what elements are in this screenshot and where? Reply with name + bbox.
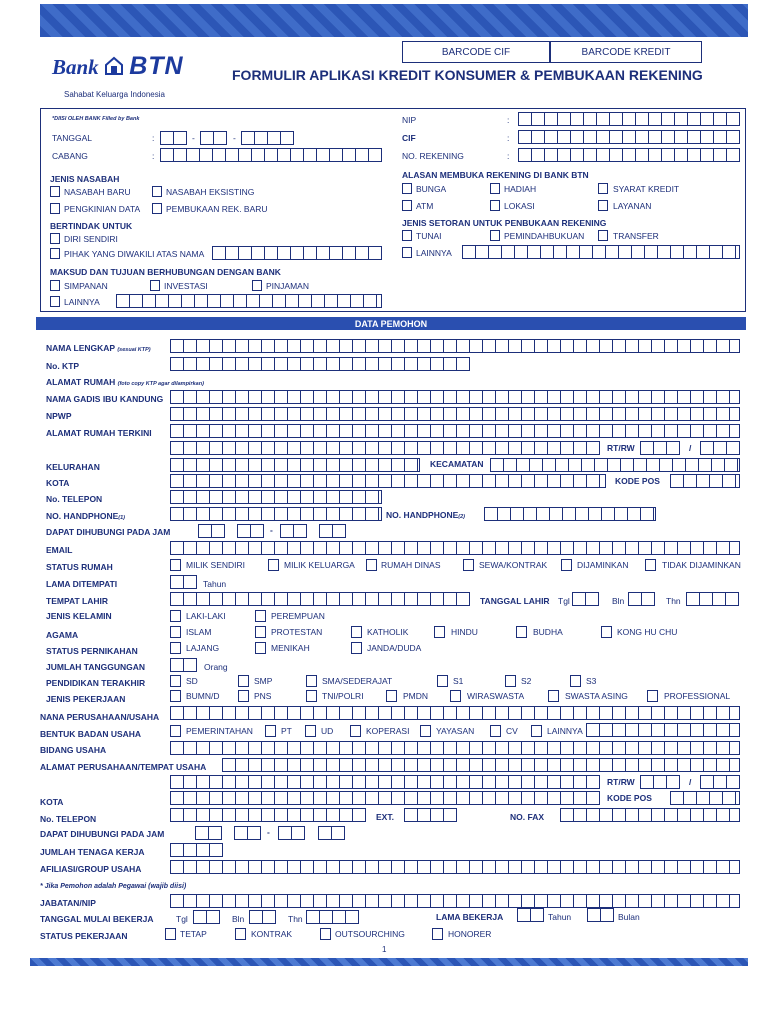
ud-checkbox[interactable] — [305, 725, 316, 737]
ktp-label: No. KTP — [46, 361, 80, 371]
nama-lengkap-label: NAMA LENGKAP (sesuai KTP) — [46, 343, 151, 353]
perusahaan-label: NANA PERUSAHAAN/USAHA — [40, 712, 160, 722]
pmdn-label: PMDN — [403, 691, 429, 701]
tetap-label: TETAP — [180, 929, 207, 939]
hp2-sub: (2) — [458, 514, 465, 520]
hindu-checkbox[interactable] — [434, 626, 445, 638]
pmdn-checkbox[interactable] — [386, 690, 397, 702]
orang-unit: Orang — [204, 662, 228, 672]
dash: - — [192, 133, 195, 143]
npwp-label: NPWP — [46, 411, 72, 421]
konghucu-label: KONG HU CHU — [617, 627, 678, 637]
hindu-label: HINDU — [451, 627, 478, 637]
cv-label: CV — [506, 726, 518, 736]
setoran-title: JENIS SETORAN UNTUK PENBUKAAN REKENING — [402, 218, 607, 228]
pt-label: PT — [281, 726, 292, 736]
sma-label: SMA/SEDERAJAT — [322, 676, 393, 686]
status-rumah-label: STATUS RUMAH — [46, 562, 113, 572]
protestan-checkbox[interactable] — [255, 626, 266, 638]
s1-checkbox[interactable] — [437, 675, 448, 687]
telepon-perusahaan-label: No. TELEPON — [40, 814, 97, 824]
badan-usaha-label: BENTUK BADAN USAHA — [40, 729, 142, 739]
badan-lainnya-checkbox[interactable] — [531, 725, 542, 737]
tahun-unit: Tahun — [203, 579, 227, 589]
pemindahbukuan-checkbox[interactable] — [490, 230, 500, 241]
agama-label: AGAMA — [46, 630, 79, 640]
slash: / — [689, 777, 692, 787]
ud-label: UD — [321, 726, 334, 736]
pembukaan-checkbox[interactable] — [152, 203, 162, 214]
nasabah-baru-label: NASABAH BARU — [64, 187, 131, 197]
jenis-kelamin-label: JENIS KELAMIN — [46, 611, 112, 621]
pemerintahan-label: PEMERINTAHAN — [186, 726, 253, 736]
kota-label: KOTA — [46, 478, 70, 488]
alamat-rumah-label: ALAMAT RUMAH (foto copy KTP agar dilampirkan) — [46, 377, 204, 387]
bumn-label: BUMN/D — [186, 691, 220, 701]
tidak-dijaminkan-label: TIDAK DIJAMINKAN — [662, 560, 741, 570]
investasi-label: INVESTASI — [164, 281, 208, 291]
ext-boxes[interactable] — [404, 808, 457, 822]
rt-boxes[interactable] — [640, 441, 680, 455]
sd-checkbox[interactable] — [170, 675, 181, 687]
alamat-terkini-label: ALAMAT RUMAH TERKINI — [46, 428, 152, 438]
pemerintahan-checkbox[interactable] — [170, 725, 181, 737]
maksud-lainnya-boxes[interactable] — [116, 294, 382, 308]
konghucu-checkbox[interactable] — [601, 626, 612, 638]
bln-unit: Bln — [612, 596, 625, 606]
kota-perusahaan-boxes[interactable] — [170, 791, 600, 805]
lama-ditempati-boxes[interactable] — [170, 575, 197, 589]
no-rekening-label: NO. REKENING — [402, 151, 464, 161]
filled-by-bank-note: *DIISI OLEH BANK Filled by Bank — [52, 116, 140, 122]
thn-unit: Thn — [288, 914, 303, 924]
tgl-lahir-boxes[interactable] — [572, 592, 599, 606]
janda-label: JANDA/DUDA — [367, 643, 422, 653]
thn-unit: Thn — [666, 596, 681, 606]
kontrak-label: KONTRAK — [251, 929, 293, 939]
outsourcing-checkbox[interactable] — [320, 928, 331, 940]
bank-name: Bank — [52, 55, 99, 79]
tni-checkbox[interactable] — [306, 690, 317, 702]
islam-label: ISLAM — [186, 627, 212, 637]
milik-sendiri-label: MILIK SENDIRI — [186, 560, 246, 570]
smp-label: SMP — [254, 676, 273, 686]
tanggal-month-boxes[interactable] — [200, 131, 227, 145]
wiraswasta-label: WIRASWASTA — [467, 691, 525, 701]
dijaminkan-label: DIJAMINKAN — [577, 560, 629, 570]
setoran-lainnya-checkbox[interactable] — [402, 247, 412, 258]
menit-selesai-perusahaan-boxes[interactable] — [318, 826, 345, 840]
kota-perusahaan-label: KOTA — [40, 797, 64, 807]
diri-sendiri-label: DIRI SENDIRI — [64, 234, 118, 244]
menikah-checkbox[interactable] — [255, 642, 266, 654]
laki-checkbox[interactable] — [170, 610, 181, 622]
tenaga-kerja-label: JUMLAH TENAGA KERJA — [40, 847, 145, 857]
sma-checkbox[interactable] — [306, 675, 317, 687]
colon: : — [507, 115, 510, 125]
tidak-dijaminkan-checkbox[interactable] — [645, 559, 656, 571]
budha-label: BUDHA — [533, 627, 563, 637]
swasta-asing-checkbox[interactable] — [548, 690, 559, 702]
tanggungan-boxes[interactable] — [170, 658, 197, 672]
colon: : — [507, 133, 510, 143]
menit-mulai-boxes[interactable] — [237, 524, 264, 538]
pt-checkbox[interactable] — [265, 725, 276, 737]
bank-brand: BTN — [129, 52, 184, 80]
transfer-label: TRANSFER — [613, 231, 659, 241]
nama-ibu-boxes[interactable] — [170, 390, 740, 404]
dash: - — [267, 827, 270, 837]
colon: : — [507, 151, 510, 161]
tunai-checkbox[interactable] — [402, 230, 412, 241]
pinjaman-checkbox[interactable] — [252, 280, 262, 291]
swasta-asing-label: SWASTA ASING — [565, 691, 628, 701]
dash: - — [270, 525, 273, 535]
maksud-title: MAKSUD DAN TUJUAN BERHUBUNGAN DENGAN BANK — [50, 267, 281, 277]
slash: / — [689, 443, 692, 453]
pihak-checkbox[interactable] — [50, 248, 60, 259]
bulan-unit: Bulan — [618, 912, 640, 922]
pemindahbukuan-label: PEMINDAHBUKUAN — [504, 231, 585, 241]
syarat-kredit-checkbox[interactable] — [598, 183, 608, 194]
professional-label: PROFESSIONAL — [664, 691, 731, 701]
layanan-label: LAYANAN — [613, 201, 652, 211]
janda-checkbox[interactable] — [351, 642, 362, 654]
rw-perusahaan-boxes[interactable] — [700, 775, 740, 789]
email-boxes[interactable] — [170, 541, 740, 555]
dash: - — [233, 133, 236, 143]
tanggal-day-boxes[interactable] — [160, 131, 187, 145]
kontrak-checkbox[interactable] — [235, 928, 246, 940]
hp1-sub: (1) — [118, 515, 125, 521]
pns-checkbox[interactable] — [238, 690, 249, 702]
smp-checkbox[interactable] — [238, 675, 249, 687]
hp2-boxes[interactable] — [484, 507, 656, 521]
nama-lengkap-boxes[interactable] — [170, 339, 740, 353]
lajang-checkbox[interactable] — [170, 642, 181, 654]
menit-mulai-perusahaan-boxes[interactable] — [234, 826, 261, 840]
bottom-decorative-band — [30, 958, 748, 966]
tgl-unit: Tgl — [558, 596, 570, 606]
npwp-boxes[interactable] — [170, 407, 740, 421]
dihubungi-label: DAPAT DIHUBUNGI PADA JAM — [46, 527, 171, 537]
kota-boxes[interactable] — [170, 474, 606, 488]
ktp-boxes[interactable] — [170, 357, 470, 371]
koperasi-label: KOPERASI — [366, 726, 410, 736]
yayasan-label: YAYASAN — [436, 726, 475, 736]
badan-lainnya-label: LAINNYA — [547, 726, 583, 736]
perusahaan-boxes[interactable] — [170, 706, 740, 720]
pembukaan-label: PEMBUKAAN REK. BARU — [166, 204, 268, 214]
rtrw-label: RT/RW — [607, 777, 635, 787]
cif-label: CIF — [402, 133, 416, 143]
no-rekening-boxes[interactable] — [518, 148, 740, 162]
ext-label: EXT. — [376, 812, 394, 822]
bidang-label: BIDANG USAHA — [40, 745, 107, 755]
pekerjaan-label: JENIS PEKERJAAN — [46, 694, 126, 704]
laki-label: LAKI-LAKI — [186, 611, 226, 621]
lama-bekerja-label: LAMA BEKERJA — [436, 912, 504, 922]
sewa-checkbox[interactable] — [463, 559, 474, 571]
lama-ditempati-label: LAMA DITEMPATI — [46, 579, 118, 589]
menit-selesai-boxes[interactable] — [319, 524, 346, 538]
bln-lahir-boxes[interactable] — [628, 592, 655, 606]
tanggungan-label: JUMLAH TANGGUNGAN — [46, 662, 146, 672]
thn-lahir-boxes[interactable] — [686, 592, 739, 606]
bunga-checkbox[interactable] — [402, 183, 412, 194]
dijaminkan-checkbox[interactable] — [561, 559, 572, 571]
kelurahan-boxes[interactable] — [170, 458, 420, 472]
investasi-checkbox[interactable] — [150, 280, 160, 291]
atm-label: ATM — [416, 201, 434, 211]
tanggal-year-boxes[interactable] — [241, 131, 294, 145]
barcode-cif-box: BARCODE CIF — [402, 41, 550, 63]
house-logo-icon — [104, 56, 124, 76]
katholik-label: KATHOLIK — [367, 627, 409, 637]
fax-label: NO. FAX — [510, 812, 545, 822]
tagline: Sahabat Keluarga Indonesia — [64, 90, 165, 99]
alamat-note: (foto copy KTP agar dilampirkan) — [117, 381, 204, 387]
colon: : — [152, 133, 155, 143]
pinjaman-label: PINJAMAN — [266, 281, 309, 291]
alamat-terkini-boxes-1[interactable] — [170, 424, 740, 438]
hadiah-checkbox[interactable] — [490, 183, 500, 194]
cv-checkbox[interactable] — [490, 725, 501, 737]
honorer-label: HONORER — [448, 929, 492, 939]
sewa-label: SEWA/KONTRAK — [479, 560, 548, 570]
bank-logo — [52, 52, 184, 81]
rw-boxes[interactable] — [700, 441, 740, 455]
cabang-boxes[interactable] — [160, 148, 382, 162]
s3-label: S3 — [586, 676, 597, 686]
pengkinian-checkbox[interactable] — [50, 203, 60, 214]
tetap-checkbox[interactable] — [165, 928, 176, 940]
sd-label: SD — [186, 676, 198, 686]
tanggal-label: TANGGAL — [52, 133, 92, 143]
jam-mulai-boxes[interactable] — [198, 524, 225, 538]
s3-checkbox[interactable] — [570, 675, 581, 687]
budha-checkbox[interactable] — [516, 626, 527, 638]
pernikahan-label: STATUS PERNIKAHAN — [46, 646, 138, 656]
tahun-unit: Tahun — [548, 912, 572, 922]
bertindak-title: BERTINDAK UNTUK — [50, 221, 133, 231]
thn-mulai-boxes[interactable] — [306, 910, 359, 924]
maksud-lainnya-checkbox[interactable] — [50, 296, 60, 307]
lama-tahun-boxes[interactable] — [517, 908, 544, 922]
barcode-kredit-box: BARCODE KREDIT — [550, 41, 702, 63]
top-decorative-band — [40, 4, 748, 37]
fax-boxes[interactable] — [560, 808, 740, 822]
page-number: 1 — [382, 945, 387, 954]
colon: : — [152, 151, 155, 161]
tgl-mulai-boxes[interactable] — [193, 910, 220, 924]
lajang-label: LAJANG — [186, 643, 220, 653]
menikah-label: MENIKAH — [271, 643, 310, 653]
jam-mulai-perusahaan-boxes[interactable] — [195, 826, 222, 840]
transfer-checkbox[interactable] — [598, 230, 608, 241]
telepon-perusahaan-boxes[interactable] — [170, 808, 366, 822]
koperasi-checkbox[interactable] — [350, 725, 361, 737]
nama-note: (sesuai KTP) — [117, 347, 151, 353]
jabatan-boxes[interactable] — [170, 894, 740, 908]
rt-perusahaan-boxes[interactable] — [640, 775, 680, 789]
tempat-lahir-boxes[interactable] — [170, 592, 470, 606]
kodepos-boxes[interactable] — [670, 474, 740, 488]
simpanan-checkbox[interactable] — [50, 280, 60, 291]
s2-label: S2 — [521, 676, 532, 686]
jenis-nasabah-title: JENIS NASABAH — [50, 174, 120, 184]
tunai-label: TUNAI — [416, 231, 442, 241]
wiraswasta-checkbox[interactable] — [450, 690, 461, 702]
dihubungi-perusahaan-label: DAPAT DIHUBUNGI PADA JAM — [40, 829, 165, 839]
s2-checkbox[interactable] — [505, 675, 516, 687]
jabatan-label: JABATAN/NIP — [40, 898, 96, 908]
form-title: FORMULIR APLIKASI KREDIT KONSUMER & PEMBUKAAN REKENING — [232, 67, 703, 83]
pendidikan-label: PENDIDIKAN TERAKHIR — [46, 678, 146, 688]
nasabah-baru-checkbox[interactable] — [50, 186, 60, 197]
kecamatan-boxes[interactable] — [490, 458, 740, 472]
alamat-terkini-boxes-2[interactable] — [170, 441, 600, 455]
kelurahan-label: KELURAHAN — [46, 462, 100, 472]
perempuan-checkbox[interactable] — [255, 610, 266, 622]
alasan-title: ALASAN MEMBUKA REKENING DI BANK BTN — [402, 170, 589, 180]
diri-sendiri-checkbox[interactable] — [50, 233, 60, 244]
rumah-dinas-label: RUMAH DINAS — [381, 560, 441, 570]
jam-selesai-boxes[interactable] — [280, 524, 307, 538]
s1-label: S1 — [453, 676, 464, 686]
milik-keluarga-checkbox[interactable] — [268, 559, 279, 571]
pihak-label: PIHAK YANG DIWAKILI ATAS NAMA — [64, 249, 205, 259]
nasabah-eksisting-label: NASABAH EKSISTING — [166, 187, 255, 197]
tenaga-kerja-boxes[interactable] — [170, 843, 223, 857]
lokasi-checkbox[interactable] — [490, 200, 500, 211]
bln-unit: Bln — [232, 914, 245, 924]
simpanan-label: SIMPANAN — [64, 281, 108, 291]
rtrw-label: RT/RW — [607, 443, 635, 453]
honorer-checkbox[interactable] — [432, 928, 443, 940]
section-title-data-pemohon: DATA PEMOHON — [36, 317, 746, 330]
yayasan-checkbox[interactable] — [420, 725, 431, 737]
kecamatan-label: KECAMATAN — [430, 459, 484, 469]
lama-bulan-boxes[interactable] — [587, 908, 614, 922]
email-label: EMAIL — [46, 545, 73, 555]
perempuan-label: PEREMPUAN — [271, 611, 325, 621]
status-pekerjaan-label: STATUS PEKERJAAN — [40, 931, 128, 941]
setoran-lainnya-label: LAINNYA — [416, 248, 452, 258]
badan-lainnya-boxes[interactable] — [586, 723, 740, 737]
maksud-lainnya-label: LAINNYA — [64, 297, 100, 307]
hadiah-label: HADIAH — [504, 184, 537, 194]
tgl-unit: Tgl — [176, 914, 188, 924]
pengkinian-label: PENGKINIAN DATA — [64, 204, 141, 214]
atm-checkbox[interactable] — [402, 200, 412, 211]
layanan-checkbox[interactable] — [598, 200, 608, 211]
rumah-dinas-checkbox[interactable] — [366, 559, 377, 571]
jam-selesai-perusahaan-boxes[interactable] — [278, 826, 305, 840]
islam-checkbox[interactable] — [170, 626, 181, 638]
cif-boxes[interactable] — [518, 130, 740, 144]
nip-boxes[interactable] — [518, 112, 740, 126]
nama-ibu-label: NAMA GADIS IBU KANDUNG — [46, 394, 164, 404]
pns-label: PNS — [254, 691, 272, 701]
alamat-perusahaan-boxes-2[interactable] — [170, 775, 600, 789]
afiliasi-boxes[interactable] — [170, 860, 740, 874]
kodepos-label: KODE POS — [615, 476, 660, 486]
kodepos-perusahaan-boxes[interactable] — [670, 791, 740, 805]
syarat-kredit-label: SYARAT KREDIT — [613, 184, 680, 194]
pegawai-note: * Jika Pemohon adalah Pegawai (wajib diisi) — [40, 883, 187, 890]
hp1-label: NO. HANDPHONE(1) — [46, 511, 125, 521]
professional-checkbox[interactable] — [647, 690, 658, 702]
bumn-checkbox[interactable] — [170, 690, 181, 702]
tempat-lahir-label: TEMPAT LAHIR — [46, 596, 109, 606]
afiliasi-label: AFILIASI/GROUP USAHA — [40, 864, 142, 874]
hp1-boxes[interactable] — [170, 507, 382, 521]
nasabah-eksisting-checkbox[interactable] — [152, 186, 162, 197]
bln-mulai-boxes[interactable] — [249, 910, 276, 924]
lokasi-label: LOKASI — [504, 201, 535, 211]
katholik-checkbox[interactable] — [351, 626, 362, 638]
telepon-label: No. TELEPON — [46, 494, 103, 504]
alamat-perusahaan-label: ALAMAT PERUSAHAAN/TEMPAT USAHA — [40, 762, 207, 772]
kodepos-perusahaan-label: KODE POS — [607, 793, 652, 803]
bunga-label: BUNGA — [416, 184, 447, 194]
mulai-bekerja-label: TANGGAL MULAI BEKERJA — [40, 914, 154, 924]
milik-keluarga-label: MILIK KELUARGA — [284, 560, 355, 570]
outsourcing-label: OUTSOURCHING — [335, 929, 405, 939]
bidang-boxes[interactable] — [170, 741, 740, 755]
nip-label: NIP — [402, 115, 417, 125]
telepon-boxes[interactable] — [170, 490, 382, 504]
alamat-perusahaan-boxes-1[interactable] — [222, 758, 740, 772]
milik-sendiri-checkbox[interactable] — [170, 559, 181, 571]
tanggal-lahir-label: TANGGAL LAHIR — [480, 596, 550, 606]
cabang-label: CABANG — [52, 151, 88, 161]
setoran-lainnya-boxes[interactable] — [462, 245, 740, 259]
tni-label: TNI/POLRI — [322, 691, 364, 701]
pihak-nama-boxes[interactable] — [212, 246, 382, 260]
hp2-label: NO. HANDPHONE(2) — [386, 510, 465, 520]
protestan-label: PROTESTAN — [271, 627, 323, 637]
